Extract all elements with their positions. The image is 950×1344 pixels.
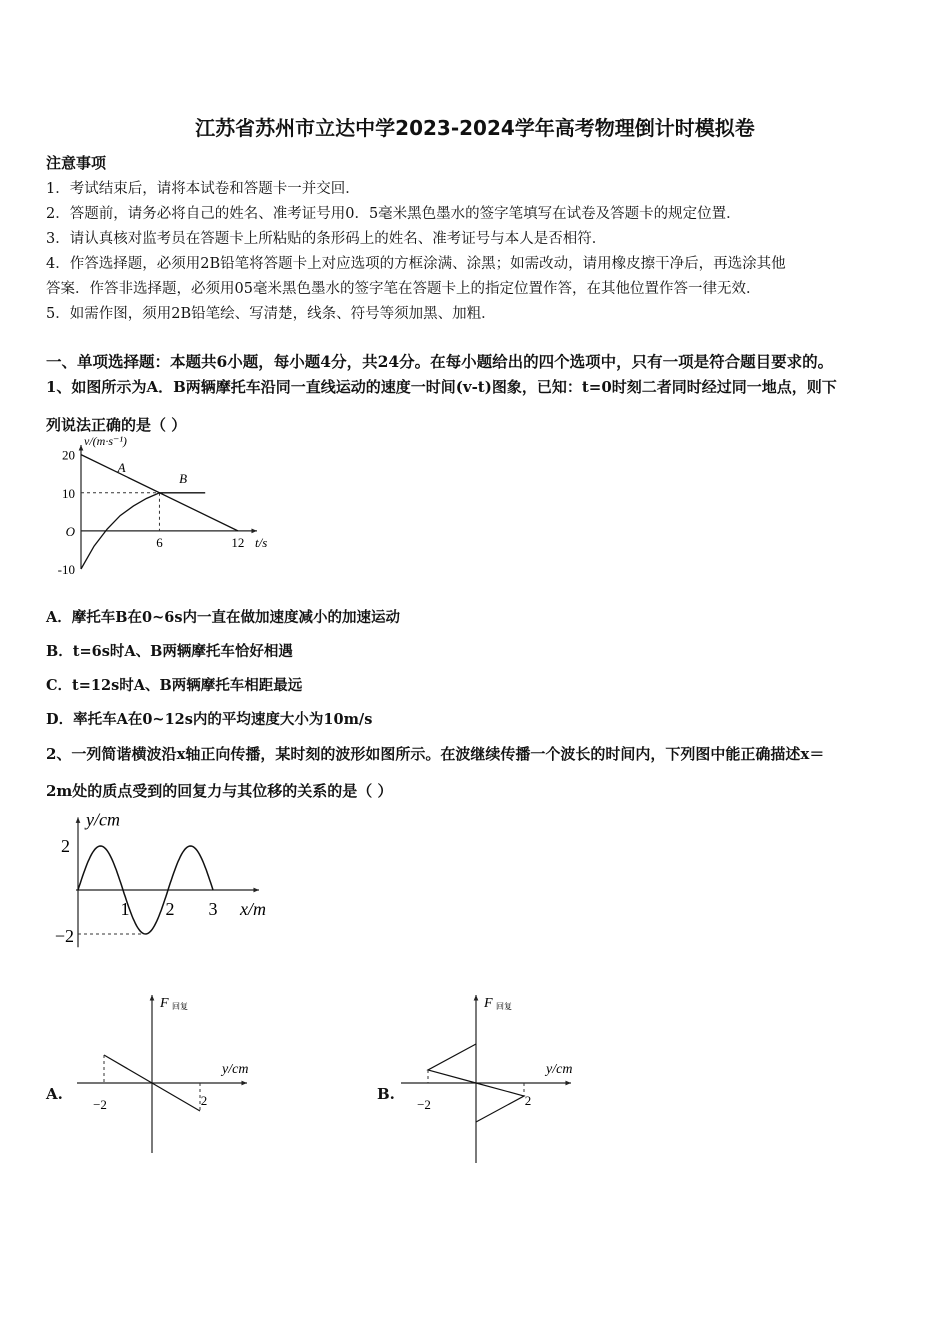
y-tick-label: 2 bbox=[61, 836, 70, 856]
q2-stem-line1: 2、一列简谐横波沿x轴正向传播，某时刻的波形如图所示。在波继续传播一个波长的时间内，下列图中能正确描述x＝ bbox=[46, 745, 825, 763]
y-axis-label: v/(m·s⁻¹) bbox=[84, 434, 127, 448]
q2-wave-chart bbox=[45, 810, 285, 960]
x-axis-arrowhead bbox=[253, 888, 259, 893]
x-axis-label: x/m bbox=[240, 899, 266, 919]
notice-item: 2．答题前，请务必将自己的姓名、准考证号用0．5毫米黑色墨水的签字笔填写在试卷及答题卡的规定位置． bbox=[46, 206, 741, 222]
q1-option-a: A．摩托车B在0~6s内一直在做加速度减小的加速运动 bbox=[46, 609, 400, 626]
notice-item: 1．考试结束后，请将本试卷和答题卡一并交回． bbox=[46, 181, 360, 197]
y-axis-arrowhead bbox=[76, 817, 81, 823]
f-axis-subscript: 回复 bbox=[172, 1002, 188, 1011]
y-tick-label: 10 bbox=[62, 485, 75, 501]
q2-stem-line2: 2m处的质点受到的回复力与其位移的关系的是（ ） bbox=[46, 782, 393, 800]
y-axis-arrowhead bbox=[79, 445, 84, 451]
notice-heading: 注意事项 bbox=[46, 154, 107, 172]
x-tick-label: 6 bbox=[156, 534, 163, 550]
notice-item: 答案．作答非选择题，必须用05毫米黑色墨水的签字笔在答题卡上的指定位置作答，在其他位置作答一律无效． bbox=[46, 281, 761, 297]
y-tick-label: 20 bbox=[62, 447, 75, 463]
x-axis-label: t/s bbox=[255, 534, 268, 550]
f-axis-subscript: 回复 bbox=[496, 1002, 512, 1011]
x-tick-label: −2 bbox=[93, 1097, 107, 1112]
f-axis-label: F bbox=[160, 996, 169, 1011]
x-tick-label: 2 bbox=[200, 1093, 208, 1108]
q1-stem-line1: 1、如图所示为A．B两辆摩托车沿同一直线运动的速度一时间(v-t)图象，已知：t=0时刻二者同时经过同一地点，则下 bbox=[46, 378, 837, 396]
x-tick-label: 3 bbox=[208, 899, 218, 919]
q1-stem-line2: 列说法正确的是（ ） bbox=[46, 416, 187, 434]
x-tick-label: 12 bbox=[231, 534, 245, 550]
series-a-label: A bbox=[117, 459, 126, 475]
y-axis-label: y/cm bbox=[222, 1062, 249, 1077]
x-tick-label: 2 bbox=[524, 1093, 532, 1108]
y-axis-arrowhead bbox=[565, 1081, 571, 1086]
q1-vt-chart bbox=[55, 434, 275, 580]
q1-option-c: C．t=12s时A、B两辆摩托车相距最远 bbox=[46, 677, 303, 694]
q2-option-b-label: B. bbox=[377, 1085, 395, 1103]
q2-option-b-chart bbox=[400, 990, 620, 1165]
q1-option-d: D．率托车A在0~12s内的平均速度大小为10m/s bbox=[46, 711, 373, 728]
y-tick-label: O bbox=[65, 523, 75, 539]
notice-item: 5．如需作图，须用2B铅笔绘、写清楚，线条、符号等须加黑、加粗． bbox=[46, 306, 496, 322]
y-tick-label: −2 bbox=[54, 926, 74, 946]
f-axis-label: F bbox=[484, 996, 493, 1011]
q2-option-a-label: A. bbox=[46, 1085, 63, 1103]
x-tick-label: 1 bbox=[120, 899, 130, 919]
y-axis-label: y/cm bbox=[86, 809, 120, 830]
y-axis-label: y/cm bbox=[546, 1062, 573, 1077]
q1-option-b: B．t=6s时A、B两辆摩托车恰好相遇 bbox=[46, 643, 293, 660]
x-tick-label: 2 bbox=[165, 899, 175, 919]
y-axis-arrowhead bbox=[241, 1081, 247, 1086]
y-tick-label: -10 bbox=[57, 562, 75, 577]
series-b-label: B bbox=[179, 471, 188, 487]
q2-option-a-chart bbox=[85, 995, 305, 1155]
x-tick-label: −2 bbox=[417, 1097, 431, 1112]
f-axis-arrowhead bbox=[474, 995, 479, 1001]
f-axis-arrowhead bbox=[150, 995, 155, 1001]
x-axis-arrowhead bbox=[251, 529, 257, 534]
section-heading: 一、单项选择题：本题共6小题，每小题4分，共24分。在每小题给出的四个选项中，只有一项是符合题目要求的。 bbox=[46, 352, 834, 371]
page-title: 江苏省苏州市立达中学2023-2024学年高考物理倒计时模拟卷 bbox=[195, 116, 755, 140]
notice-item: 3．请认真核对监考员在答题卡上所粘贴的条形码上的姓名、准考证号与本人是否相符． bbox=[46, 231, 607, 247]
notice-item: 4．作答选择题，必须用2B铅笔将答题卡上对应选项的方框涂满、涂黑；如需改动，请用橡皮擦干净后，再选涂其他 bbox=[46, 256, 786, 272]
